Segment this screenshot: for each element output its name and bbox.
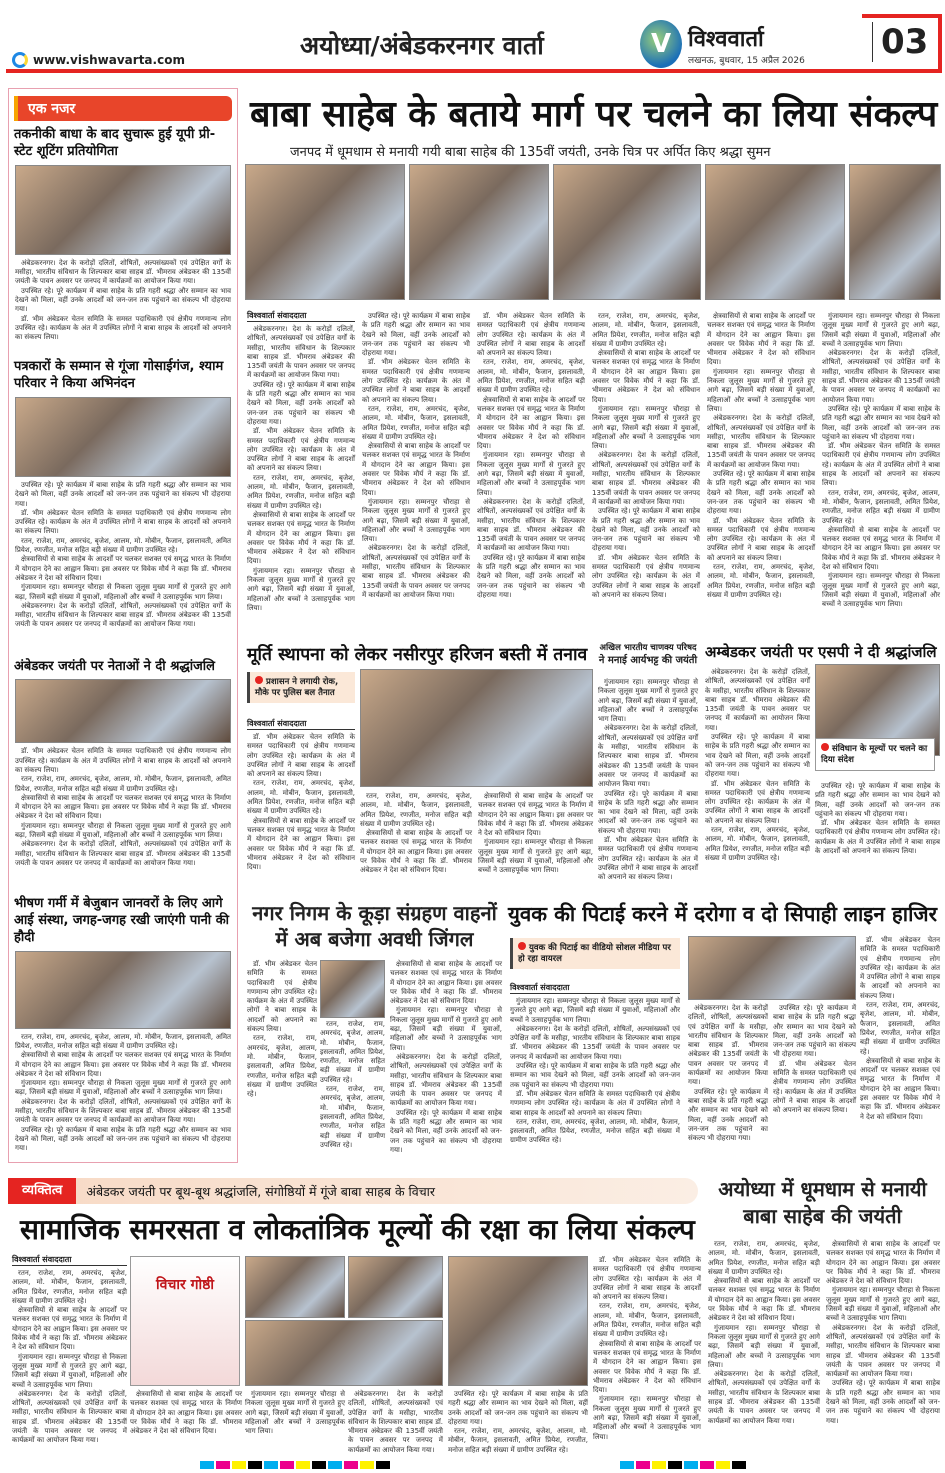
body-paragraph: अंबेडकरनगर। देश के करोड़ों दलितों, शोषितों, अल्पसंख्यकों एवं उपेक्षित वर्गों के मसीहा, भारतीय संविधान के शिल्पकार बाबा साहब डॉ. भीमराव अंबेडकर की 135वीं जयंती के पावन अवसर पर जनपद में कार्यक्रमों का आयोजन किया गया।	[826, 1323, 940, 1379]
body-paragraph: गुंजायमान रहा। सम्मनपुर चौराहा से निकला जुलूस मुख्य मार्गों से गुजरते हुए आगे बढ़ा, जिसमें बड़ी संख्या में युवाओं, महिलाओं और बच्चों ने उत्साहपूर्वक भाग लिया।	[593, 1395, 701, 1441]
body-paragraph: उपस्थित रहे। पूरे कार्यक्रम में बाबा साहेब के प्रति गहरी श्रद्धा और सम्मान का भाव देखने को मिला, वहीं उनके आदर्शों को जन-जन तक पहुंचाने का संकल्प भी दोहराया गया।	[15, 286, 231, 314]
body-paragraph: उपस्थित रहे। पूरे कार्यक्रम में बाबा साहेब के प्रति गहरी श्रद्धा और सम्मान का भाव देखने को मिला, वहीं उनके आदर्शों को जन-जन तक पहुंचाने का संकल्प भी दोहराया गया।	[815, 782, 940, 818]
jayanti-column	[708, 1240, 820, 1458]
website-link[interactable]	[12, 52, 185, 68]
globe-logo-icon: V	[640, 20, 682, 68]
main-story-column	[362, 312, 470, 634]
body-paragraph: गुंजायमान रहा। सम्मनपुर चौराहा से निकला जुलूस मुख्य मार्गों से गुजरते हुए आगे बढ़ा, जिसमें बड़ी संख्या में युवाओं, महिलाओं और बच्चों ने उत्साहपूर्वक भाग लिया।	[822, 572, 940, 609]
body-paragraph: क्षेत्रवासियों से बाबा साहेब के आदर्शों पर चलकर सशक्त एवं समृद्ध भारत के निर्माण में योगदान देने का आह्वान किया। इस अवसर पर विवेक मौर्य ने कहा कि डॉ. भीमराव अंबेडकर ने देश को संविधान दिया।	[592, 349, 700, 404]
vyaktitva-tag: व्यक्तित्व	[8, 1178, 76, 1204]
body-paragraph: अंबेडकरनगर। देश के करोड़ों दलितों, शोषितों, अल्पसंख्यकों एवं उपेक्षित वर्गों के मसीहा, भारतीय संविधान के शिल्पकार बाबा साहब डॉ. भीमराव अंबेडकर की 135वीं जयंती के पावन अवसर पर जनपद में कार्यक्रमों का आयोजन किया गया।	[15, 258, 231, 286]
body-paragraph: उपस्थित रहे। पूरे कार्यक्रम में बाबा साहेब के प्रति गहरी श्रद्धा और सम्मान का भाव देखने को मिला, वहीं उनके आदर्शों को जन-जन तक पहुंचाने का संकल्प भी दोहराया गया।	[390, 1108, 502, 1154]
headline-line: ने मनाई आर्यभट्ट की जयंती	[598, 655, 698, 667]
body-paragraph: गुंजायमान रहा। सम्मनपुर चौराहा से निकला जुलूस मुख्य मार्गों से गुजरते हुए आगे बढ़ा, जिसमें बड़ी संख्या में युवाओं, महिलाओं और बच्चों ने उत्साहपूर्वक भाग लिया।	[15, 1079, 231, 1097]
murti-byline: विश्ववार्ता संवाददाता	[247, 718, 355, 730]
body-paragraph: रतन, राजेश, राम, अमरचंद, बृजेश, आलम, मो. मोबीन, फैजान, इसलावती, अमित प्रियेश, रणजीत, मनोज सहित बड़ी संख्या में ग्रामीण उपस्थित रहे।	[362, 404, 470, 441]
murti-headline: मूर्ति स्थापना को लेकर नसीरपुर हरिजन बस्ती में तनाव	[247, 645, 588, 665]
body-paragraph: रतन, राजेश, राम, अमरचंद, बृजेश, आलम, मो. मोबीन, फैजान, इसलावती, अमित प्रियेश, रणजीत, मनोज सहित बड़ी संख्या में ग्रामीण उपस्थित रहे।	[247, 779, 355, 816]
body-paragraph: क्षेत्रवासियों से बाबा साहेब के आदर्शों पर चलकर सशक्त एवं समृद्ध भारत के निर्माण में योगदान देने का आह्वान किया। इस अवसर पर विवेक मौर्य ने कहा कि डॉ. भीमराव अंबेडकर ने देश को संविधान दिया।	[477, 395, 585, 451]
body-paragraph: रतन, राजेश, राम, अमरचंद, बृजेश, आलम, मो. मोबीन, फैजान, इसलावती, अमित प्रियेश, रणजीत, मनोज सहित बड़ी संख्या में ग्रामीण उपस्थित रहे।	[477, 358, 585, 395]
body-paragraph: क्षेत्रवासियों से बाबा साहेब के आदर्शों पर चलकर सशक्त एवं समृद्ध भारत के निर्माण में योगदान देने का आह्वान किया। इस अवसर पर विवेक मौर्य ने कहा कि डॉ. भीमराव अंबेडकर ने देश को संविधान दिया।	[12, 1306, 127, 1352]
daroga-byline: विश्ववार्ता संवाददाता	[510, 982, 680, 994]
main-headline: बाबा साहेब के बताये मार्ग पर चलने का लिया संकल्प	[250, 94, 938, 135]
body-paragraph: रतन, राजेश, राम, अमरचंद, बृजेश, आलम, मो. मोबीन, फैजान, इसलावती, अमित प्रियेश, रणजीत, मनोज सहित बड़ी संख्या में ग्रामीण उपस्थित रहे।	[247, 1034, 317, 1099]
body-paragraph: अंबेडकरनगर। देश के करोड़ों दलितों, शोषितों, अल्पसंख्यकों एवं उपेक्षित वर्गों के मसीहा, भारतीय संविधान के शिल्पकार बाबा साहब डॉ. भीमराव अंबेडकर की 135वीं जयंती के पावन अवसर पर जनपद में कार्यक्रमों का आयोजन किया गया।	[708, 1370, 820, 1425]
body-paragraph: अंबेडकरनगर। देश के करोड़ों दलितों, शोषितों, अल्पसंख्यकों एवं उपेक्षित वर्गों के मसीहा, भारतीय संविधान के शिल्पकार बाबा साहब डॉ. भीमराव अंबेडकर की 135वीं जयंती के पावन अवसर पर जनपद में कार्यक्रमों का आयोजन किया गया।	[390, 1052, 502, 1108]
body-paragraph: क्षेत्रवासियों से बाबा साहेब के आदर्शों पर चलकर सशक्त एवं समृद्ध भारत के निर्माण में योगदान देने का आह्वान किया। इस अवसर पर विवेक मौर्य ने कहा कि डॉ. भीमराव अंबेडकर ने देश को संविधान दिया।	[390, 960, 502, 1006]
body-paragraph: डॉ. भीम अंबेडकर चेतन समिति के समस्त पदाधिकारी एवं क्षेत्रीय गणमान्य लोग उपस्थित रहे। कार्यक्रम के अंत में उपस्थित लोगों ने बाबा साहब के आदर्शों को अपनाने का संकल्प लिया।	[247, 427, 355, 473]
dateline: लखनऊ, बुधवार, 15 अप्रैल 2026	[688, 55, 805, 66]
nagar-nigam-column	[247, 960, 317, 1155]
main-story-column	[822, 312, 940, 634]
body-paragraph: क्षेत्रवासियों से बाबा साहेब के आदर्शों पर चलकर सशक्त एवं समृद्ध भारत के निर्माण में योगदान देने का आह्वान किया। इस अवसर पर विवेक मौर्य ने कहा कि डॉ. भीमराव अंबेडकर ने देश को संविधान दिया।	[822, 525, 940, 572]
body-paragraph: क्षेत्रवासियों से बाबा साहेब के आदर्शों पर चलकर सशक्त एवं समृद्ध भारत के निर्माण में योगदान देने का आह्वान किया। इस अवसर पर विवेक मौर्य ने कहा कि डॉ. भीमराव अंबेडकर ने देश को संविधान दिया।	[15, 1051, 231, 1078]
body-paragraph: अंबेडकरनगर। देश के करोड़ों दलितों, शोषितों, अल्पसंख्यकों एवं उपेक्षित वर्गों के मसीहा, भारतीय संविधान के शिल्पकार बाबा साहब डॉ. भीमराव अंबेडकर की 135वीं जयंती के पावन अवसर पर जनपद में कार्यक्रमों का आयोजन किया गया।	[15, 840, 231, 867]
body-paragraph: क्षेत्रवासियों से बाबा साहेब के आदर्शों पर चलकर सशक्त एवं समृद्ध भारत के निर्माण में योगदान देने का आह्वान किया। इस अवसर पर विवेक मौर्य ने कहा कि डॉ. भीमराव अंबेडकर ने देश को संविधान दिया।	[15, 793, 231, 821]
body-paragraph: क्षेत्रवासियों से बाबा साहेब के आदर्शों पर चलकर सशक्त एवं समृद्ध भारत के निर्माण में योगदान देने का आह्वान किया। इस अवसर पर विवेक मौर्य ने कहा कि डॉ. भीमराव अंबेडकर ने देश को संविधान दिया।	[360, 829, 472, 875]
animals-photo	[15, 951, 231, 1029]
body-paragraph: उपस्थित रहे। पूरे कार्यक्रम में बाबा साहेब के प्रति गहरी श्रद्धा और सम्मान का भाव देखने को मिला, वहीं उनके आदर्शों को जन-जन तक पहुंचाने का संकल्प भी दोहराया गया।	[822, 404, 940, 441]
body-paragraph: अंबेडकरनगर। देश के करोड़ों दलितों, शोषितों, अल्पसंख्यकों एवं उपेक्षित वर्गों के मसीहा, भारतीय संविधान के शिल्पकार बाबा साहब डॉ. भीमराव अंबेडकर की 135वीं जयंती के पावन अवसर पर जनपद में कार्यक्रमों का आयोजन किया गया।	[15, 601, 231, 629]
body-paragraph: गुंजायमान रहा। सम्मनपुर चौराहा से निकला जुलूस मुख्य मार्गों से गुजरते हुए आगे बढ़ा, जिसमें बड़ी संख्या में युवाओं, महिलाओं और बच्चों ने उत्साहपूर्वक भाग लिया।	[822, 312, 940, 348]
jayanti-column	[826, 1240, 940, 1458]
body-paragraph: गुंजायमान रहा। सम्मनपुर चौराहा से निकला जुलूस मुख्य मार्गों से गुजरते हुए आगे बढ़ा, जिसमें बड़ी संख्या में युवाओं, महिलाओं और बच्चों ने उत्साहपूर्वक भाग लिया।	[478, 838, 593, 875]
sp-callout	[815, 738, 935, 771]
body-paragraph: रतन, राजेश, राम, अमरचंद, बृजेश, आलम, मो. मोबीन, फैजान, इसलावती, अमित प्रियेश, रणजीत, मनोज सहित बड़ी संख्या में ग्रामीण उपस्थित रहे।	[320, 1020, 385, 1084]
body-paragraph: क्षेत्रवासियों से बाबा साहेब के आदर्शों पर चलकर सशक्त एवं समृद्ध भारत के निर्माण में योगदान देने का आह्वान किया। इस अवसर पर विवेक मौर्य ने कहा कि डॉ. भीमराव अंबेडकर ने देश को संविधान दिया।	[826, 1240, 940, 1286]
body-paragraph: रतन, राजेश, राम, अमरचंद, बृजेश, आलम, मो. मोबीन, फैजान, इसलावती, अमित प्रियेश, रणजीत, मनोज सहित बड़ी संख्या में ग्रामीण उपस्थित रहे।	[822, 488, 940, 525]
body-paragraph: गुंजायमान रहा। सम्मनपुर चौराहा से निकला जुलूस मुख्य मार्गों से गुजरते हुए आगे बढ़ा, जिसमें बड़ी संख्या में युवाओं, महिलाओं और बच्चों ने उत्साहपूर्वक भाग लिया।	[15, 821, 231, 840]
body-paragraph: रतन, राजेश, राम, अमरचंद, बृजेश, आलम, मो. मोबीन, फैजान, इसलावती, अमित प्रियेश, रणजीत, मनोज सहित बड़ी संख्या में ग्रामीण उपस्थित रहे।	[15, 775, 231, 793]
body-paragraph: डॉ. भीम अंबेडकर चेतन समिति के समस्त पदाधिकारी एवं क्षेत्रीय गणमान्य लोग उपस्थित रहे। कार्यक्रम के अंत में उपस्थित लोगों ने बाबा साहब के आदर्शों को अपनाने का संकल्प लिया।	[15, 747, 231, 774]
body-paragraph: गुंजायमान रहा। सम्मनपुर चौराहा से निकला जुलूस मुख्य मार्गों से गुजरते हुए आगे बढ़ा, जिसमें बड़ी संख्या में युवाओं, महिलाओं और बच्चों ने उत्साहपूर्वक भाग लिया।	[592, 404, 700, 451]
callout-text: संविधान के मूल्यों पर चलने का दिया संदेश	[821, 744, 928, 766]
body-paragraph: गुंजायमान रहा। सम्मनपुर चौराहा से निकला जुलूस मुख्य मार्गों से गुजरते हुए आगे बढ़ा, जिसमें बड़ी संख्या में युवाओं, महिलाओं और बच्चों ने उत्साहपूर्वक भाग लिया।	[708, 1323, 820, 1369]
bottom-photo-4	[448, 1256, 588, 1386]
nagar-nigam-column	[320, 1020, 385, 1155]
poster-text: विचार गोष्ठी	[156, 1277, 214, 1293]
body-paragraph: रतन, राजेश, राम, अमरचंद, बृजेश, आलम, मो. मोबीन, फैजान, इसलावती, अमित प्रियेश, रणजीत, मनोज सहित बड़ी संख्या में ग्रामीण उपस्थित रहे।	[247, 473, 355, 510]
chanakya-headline	[598, 642, 698, 669]
bullet-icon	[255, 676, 263, 684]
daroga-photo	[688, 936, 856, 1000]
daroga-headline: युवक की पिटाई करने में दरोगा व दो सिपाही लाइन हाजिर	[508, 902, 937, 926]
callout-text: युवक की पिटाई का वीडियो सोशल मीडिया पर हो रहा वायरल	[518, 943, 671, 965]
main-photo-3	[553, 164, 701, 300]
brief-text	[15, 481, 231, 655]
body-paragraph: उपस्थित रहे। पूरे कार्यक्रम में बाबा साहेब के प्रति गहरी श्रद्धा और सम्मान का भाव देखने को मिला, वहीं उनके आदर्शों को जन-जन तक पहुंचाने का संकल्प भी दोहराया गया।	[773, 1004, 856, 1059]
daroga-column	[688, 1004, 768, 1156]
bullet-icon	[518, 942, 526, 950]
body-paragraph: रतन, राजेश, राम, अमरचंद, बृजेश, आलम, मो. मोबीन, फैजान, इसलावती, अमित प्रियेश, रणजीत, मनोज सहित बड़ी संख्या में ग्रामीण उपस्थित रहे।	[592, 312, 700, 348]
body-paragraph: डॉ. भीम अंबेडकर चेतन समिति के समस्त पदाधिकारी एवं क्षेत्रीय गणमान्य लोग उपस्थित रहे। कार्यक्रम के अंत में उपस्थित लोगों ने बाबा साहब के आदर्शों को अपनाने का संकल्प लिया।	[815, 819, 940, 856]
body-paragraph: डॉ. भीम अंबेडकर चेतन समिति के समस्त पदाधिकारी एवं क्षेत्रीय गणमान्य लोग उपस्थित रहे। कार्यक्रम के अंत में उपस्थित लोगों ने बाबा साहब के आदर्शों को अपनाने का संकल्प लिया।	[15, 314, 231, 342]
color-registration-bar	[200, 1461, 390, 1469]
body-paragraph: डॉ. भीम अंबेडकर चेतन समिति के समस्त पदाधिकारी एवं क्षेत्रीय गणमान्य लोग उपस्थित रहे। कार्यक्रम के अंत में उपस्थित लोगों ने बाबा साहब के आदर्शों को अपनाने का संकल्प लिया।	[822, 442, 940, 488]
body-paragraph: अंबेडकरनगर। देश के करोड़ों दलितों, शोषितों, अल्पसंख्यकों एवं उपेक्षित वर्गों के मसीहा, भारतीय संविधान के शिल्पकार बाबा साहब डॉ. भीमराव अंबेडकर की 135वीं जयंती के पावन अवसर पर जनपद में कार्यक्रमों का आयोजन किया गया।	[705, 668, 810, 732]
body-paragraph: क्षेत्रवासियों से बाबा साहेब के आदर्शों पर चलकर सशक्त एवं समृद्ध भारत के निर्माण में योगदान देने का आह्वान किया। इस अवसर पर विवेक मौर्य ने कहा कि डॉ. भीमराव अंबेडकर ने देश को संविधान दिया।	[130, 1390, 242, 1436]
bottom-photo-2	[348, 1256, 443, 1318]
body-paragraph: क्षेत्रवासियों से बाबा साहेब के आदर्शों पर चलकर सशक्त एवं समृद्ध भारत के निर्माण में योगदान देने का आह्वान किया। इस अवसर पर विवेक मौर्य ने कहा कि डॉ. भीमराव अंबेडकर ने देश को संविधान दिया।	[593, 1339, 701, 1395]
body-paragraph: अंबेडकरनगर। देश के करोड़ों दलितों, शोषितों, अल्पसंख्यकों एवं उपेक्षित वर्गों के मसीहा, भारतीय संविधान के शिल्पकार बाबा साहब डॉ. भीमराव अंबेडकर की 135वीं जयंती के पावन अवसर पर जनपद में कार्यक्रमों का आयोजन किया गया।	[822, 349, 940, 404]
body-paragraph: डॉ. भीम अंबेडकर चेतन समिति के समस्त पदाधिकारी एवं क्षेत्रीय गणमान्य लोग उपस्थित रहे। कार्यक्रम के अंत में उपस्थित लोगों ने बाबा साहब के आदर्शों को अपनाने का संकल्प लिया।	[15, 508, 231, 536]
headline-line: बाबा साहेब की जयंती	[743, 1204, 902, 1228]
brief-headline-leaders: अंबेडकर जयंती पर नेताओं ने दी श्रद्धांजलि	[14, 658, 215, 674]
brief-text	[15, 1033, 231, 1158]
body-paragraph: अंबेडकरनगर। देश के करोड़ों दलितों, शोषितों, अल्पसंख्यकों एवं उपेक्षित वर्गों के मसीहा, भारतीय संविधान के शिल्पकार बाबा साहब डॉ. भीमराव अंबेडकर की 135वीं जयंती के पावन अवसर पर जनपद में कार्यक्रमों का आयोजन किया गया।	[477, 497, 585, 553]
main-subheadline: जनपद में धूमधाम से मनायी गयी बाबा साहेब की 135वीं जयंती, उनके चित्र पर अर्पित किए श्रद्धा सुमन	[290, 145, 771, 160]
journalists-photo	[15, 397, 231, 477]
body-paragraph: क्षेत्रवासियों से बाबा साहेब के आदर्शों पर चलकर सशक्त एवं समृद्ध भारत के निर्माण में योगदान देने का आह्वान किया। इस अवसर पर विवेक मौर्य ने कहा कि डॉ. भीमराव अंबेडकर ने देश को संविधान दिया।	[362, 442, 470, 497]
body-paragraph: उपस्थित रहे। पूरे कार्यक्रम में बाबा साहेब के प्रति गहरी श्रद्धा और सम्मान का भाव देखने को मिला, वहीं उनके आदर्शों को जन-जन तक पहुंचाने का संकल्प भी दोहराया गया।	[826, 1379, 940, 1425]
body-paragraph: गुंजायमान रहा। सम्मनपुर चौराहा से निकला जुलूस मुख्य मार्गों से गुजरते हुए आगे बढ़ा, जिसमें बड़ी संख्या में युवाओं, महिलाओं और बच्चों ने उत्साहपूर्वक भाग लिया।	[826, 1286, 940, 1323]
body-paragraph: डॉ. भीम अंबेडकर चेतन समिति के समस्त पदाधिकारी एवं क्षेत्रीय गणमान्य लोग उपस्थित रहे। कार्यक्रम के अंत में उपस्थित लोगों ने बाबा साहब के आदर्शों को अपनाने का संकल्प लिया।	[247, 733, 355, 779]
body-paragraph: गुंजायमान रहा। सम्मनपुर चौराहा से निकला जुलूस मुख्य मार्गों से गुजरते हुए आगे बढ़ा, जिसमें बड़ी संख्या में युवाओं, महिलाओं और बच्चों ने उत्साहपूर्वक भाग लिया।	[598, 678, 698, 724]
body-paragraph: अंबेडकरनगर। देश के करोड़ों दलितों, शोषितों, अल्पसंख्यकों एवं उपेक्षित वर्गों के मसीहा, भारतीय संविधान के शिल्पकार बाबा साहब डॉ. भीमराव अंबेडकर की 135वीं जयंती के पावन अवसर पर जनपद में कार्यक्रमों का आयोजन किया गया।	[348, 1390, 443, 1454]
main-story-column	[247, 325, 355, 634]
bottom-story-column	[245, 1390, 345, 1458]
body-paragraph: उपस्थित रहे। पूरे कार्यक्रम में बाबा साहेब के प्रति गहरी श्रद्धा और सम्मान का भाव देखने को मिला, वहीं उनके आदर्शों को जन-जन तक पहुंचाने का संकल्प भी दोहराया गया।	[688, 1087, 768, 1143]
headline-line: नगर निगम के कूड़ा संग्रहण वाहनों	[252, 901, 497, 925]
body-paragraph: डॉ. भीम अंबेडकर चेतन समिति के समस्त पदाधिकारी एवं क्षेत्रीय गणमान्य लोग उपस्थित रहे। कार्यक्रम के अंत में उपस्थित लोगों ने बाबा साहब के आदर्शों को अपनाने का संकल्प लिया।	[510, 1089, 680, 1117]
murti-story-column	[360, 792, 472, 890]
bottom-photo-1	[245, 1256, 345, 1318]
body-paragraph: गुंजायमान रहा। सम्मनपुर चौराहा से निकला जुलूस मुख्य मार्गों से गुजरते हुए आगे बढ़ा, जिसमें बड़ी संख्या में युवाओं, महिलाओं और बच्चों ने उत्साहपूर्वक भाग लिया।	[12, 1352, 127, 1389]
body-paragraph: क्षेत्रवासियों से बाबा साहेब के आदर्शों पर चलकर सशक्त एवं समृद्ध भारत के निर्माण में योगदान देने का आह्वान किया। इस अवसर पर विवेक मौर्य ने कहा कि डॉ. भीमराव अंबेडकर ने देश को संविधान दिया।	[478, 792, 593, 838]
body-paragraph: डॉ. भीम अंबेडकर चेतन समिति के समस्त पदाधिकारी एवं क्षेत्रीय गणमान्य लोग उपस्थित रहे। कार्यक्रम के अंत में उपस्थित लोगों ने बाबा साहब के आदर्शों को अपनाने का संकल्प लिया।	[477, 312, 585, 358]
ek-nazar-column	[8, 88, 238, 1163]
body-paragraph: गुंजायमान रहा। सम्मनपुर चौराहा से निकला जुलूस मुख्य मार्गों से गुजरते हुए आगे बढ़ा, जिसमें बड़ी संख्या में युवाओं, महिलाओं और बच्चों ने उत्साहपूर्वक भाग लिया।	[390, 1006, 502, 1052]
sp-story-column	[815, 782, 940, 890]
body-paragraph: डॉ. भीम अंबेडकर चेतन समिति के समस्त पदाधिकारी एवं क्षेत्रीय गणमान्य लोग उपस्थित रहे। कार्यक्रम के अंत में उपस्थित लोगों ने बाबा साहब के आदर्शों को अपनाने का संकल्प लिया।	[707, 516, 815, 562]
body-paragraph: अंबेडकरनगर। देश के करोड़ों दलितों, शोषितों, अल्पसंख्यकों एवं उपेक्षित वर्गों के मसीहा, भारतीय संविधान के शिल्पकार बाबा साहब डॉ. भीमराव अंबेडकर की 135वीं जयंती के पावन अवसर पर जनपद में कार्यक्रमों का आयोजन किया गया।	[247, 325, 355, 380]
nagar-nigam-photo	[320, 960, 385, 1018]
body-paragraph: गुंजायमान रहा। सम्मनपुर चौराहा से निकला जुलूस मुख्य मार्गों से गुजरते हुए आगे बढ़ा, जिसमें बड़ी संख्या में युवाओं, महिलाओं और बच्चों ने उत्साहपूर्वक भाग लिया।	[15, 583, 231, 601]
main-photo-4	[705, 164, 845, 300]
bottom-story-column	[348, 1390, 443, 1458]
bottom-byline: विश्ववार्ता संवाददाता	[12, 1254, 127, 1266]
body-paragraph: रतन, राजेश, राम, अमरचंद, बृजेश, आलम, मो. मोबीन, फैजान, इसलावती, अमित प्रियेश, रणजीत, मनोज सहित बड़ी संख्या में ग्रामीण उपस्थित रहे।	[15, 1032, 231, 1050]
leaders-photo	[15, 679, 231, 743]
logo-name: विश्ववार्ता	[688, 26, 764, 52]
body-paragraph: रतन, राजेश, राम, अमरचंद, बृजेश, आलम, मो. मोबीन, फैजान, इसलावती, अमित प्रियेश, रणजीत, मनोज सहित बड़ी संख्या में ग्रामीण उपस्थित रहे।	[707, 563, 815, 599]
body-paragraph: डॉ. भीम अंबेडकर चेतन समिति के समस्त पदाधिकारी एवं क्षेत्रीय गणमान्य लोग उपस्थित रहे। कार्यक्रम के अंत में उपस्थित लोगों ने बाबा साहब के आदर्शों को अपनाने का संकल्प लिया।	[598, 836, 698, 882]
bullet-icon	[821, 743, 829, 751]
brief-headline-animals: भीषण गर्मी में बेजुबान जानवरों के लिए आगे आई संस्था, जगह-जगह रखी जाएंगी पानी की हौदी	[14, 896, 230, 945]
body-paragraph: रतन, राजेश, राम, अमरचंद, बृजेश, आलम, मो. मोबीन, फैजान, इसलावती, अमित प्रियेश, रणजीत, मनोज सहित बड़ी संख्या में ग्रामीण उपस्थित रहे।	[448, 1427, 588, 1454]
body-paragraph: उपस्थित रहे। पूरे कार्यक्रम में बाबा साहेब के प्रति गहरी श्रद्धा और सम्मान का भाव देखने को मिला, वहीं उनके आदर्शों को जन-जन तक पहुंचाने का संकल्प भी दोहराया गया।	[477, 553, 585, 599]
body-paragraph: रतन, राजेश, राम, अमरचंद, बृजेश, आलम, मो. मोबीन, फैजान, इसलावती, अमित प्रियेश, रणजीत, मनोज सहित बड़ी संख्या में ग्रामीण उपस्थित रहे।	[593, 1302, 701, 1339]
body-paragraph: गुंजायमान रहा। सम्मनपुर चौराहा से निकला जुलूस मुख्य मार्गों से गुजरते हुए आगे बढ़ा, जिसमें बड़ी संख्या में युवाओं, महिलाओं और बच्चों ने उत्साहपूर्वक भाग लिया।	[477, 451, 585, 497]
body-paragraph: क्षेत्रवासियों से बाबा साहेब के आदर्शों पर चलकर सशक्त एवं समृद्ध भारत के निर्माण में योगदान देने का आह्वान किया। इस अवसर पर विवेक मौर्य ने कहा कि डॉ. भीमराव अंबेडकर ने देश को संविधान दिया।	[860, 1056, 940, 1121]
bottom-story-column	[448, 1390, 588, 1458]
body-paragraph: डॉ. भीम अंबेडकर चेतन समिति के समस्त पदाधिकारी एवं क्षेत्रीय गणमान्य लोग उपस्थित रहे। कार्यक्रम के अंत में उपस्थित लोगों ने बाबा साहब के आदर्शों को अपनाने का संकल्प लिया।	[705, 779, 810, 825]
body-paragraph: रतन, राजेश, राम, अमरचंद, बृजेश, आलम, मो. मोबीन, फैजान, इसलावती, अमित प्रियेश, रणजीत, मनोज सहित बड़ी संख्या में ग्रामीण उपस्थित रहे।	[15, 536, 231, 555]
page-number: 03	[872, 22, 928, 62]
body-paragraph: अंबेडकरनगर। देश के करोड़ों दलितों, शोषितों, अल्पसंख्यकों एवं उपेक्षित वर्गों के मसीहा, भारतीय संविधान के शिल्पकार बाबा साहब डॉ. भीमराव अंबेडकर की 135वीं जयंती के पावन अवसर पर जनपद में कार्यक्रमों का आयोजन किया गया।	[510, 1024, 680, 1061]
headline-line: अयोध्या में धूमधाम से मनायी	[718, 1177, 927, 1201]
body-paragraph: क्षेत्रवासियों से बाबा साहेब के आदर्शों पर चलकर सशक्त एवं समृद्ध भारत के निर्माण में योगदान देने का आह्वान किया। इस अवसर पर विवेक मौर्य ने कहा कि डॉ. भीमराव अंबेडकर ने देश को संविधान दिया।	[707, 312, 815, 367]
headline-line: अखिल भारतीय चाणक्य परिषद	[599, 643, 697, 653]
daroga-callout	[510, 938, 680, 969]
bottom-photo-3	[245, 1320, 443, 1386]
body-paragraph: रतन, राजेश, राम, अमरचंद, बृजेश, आलम, मो. मोबीन, फैजान, इसलावती, अमित प्रियेश, रणजीत, मनोज सहित बड़ी संख्या में ग्रामीण उपस्थित रहे।	[320, 1085, 385, 1149]
body-paragraph: उपस्थित रहे। पूरे कार्यक्रम में बाबा साहेब के प्रति गहरी श्रद्धा और सम्मान का भाव देखने को मिला, वहीं उनके आदर्शों को जन-जन तक पहुंचाने का संकल्प भी दोहराया गया।	[598, 789, 698, 835]
daroga-column	[773, 1004, 856, 1156]
body-paragraph: डॉ. भीम अंबेडकर चेतन समिति के समस्त पदाधिकारी एवं क्षेत्रीय गणमान्य लोग उपस्थित रहे। कार्यक्रम के अंत में उपस्थित लोगों ने बाबा साहब के आदर्शों को अपनाने का संकल्प लिया।	[773, 1059, 856, 1115]
sp-headline: अम्बेडकर जयंती पर एसपी ने दी श्रद्धांजलि	[705, 643, 937, 661]
body-paragraph: गुंजायमान रहा। सम्मनपुर चौराहा से निकला जुलूस मुख्य मार्गों से गुजरते हुए आगे बढ़ा, जिसमें बड़ी संख्या में युवाओं, महिलाओं और बच्चों ने उत्साहपूर्वक भाग लिया।	[362, 497, 470, 544]
bottom-kicker: अंबेडकर जयंती पर बूथ-बूथ श्रद्धांजलि, संगोष्ठियों में गूंजे बाबा साहब के विचार	[86, 1183, 435, 1199]
brief-headline-shooting: तकनीकी बाधा के बाद सुचारू हुई यूपी प्री-स्टेट शूटिंग प्रतियोगिता	[14, 127, 216, 159]
daroga-column	[510, 997, 680, 1156]
body-paragraph: गुंजायमान रहा। सम्मनपुर चौराहा से निकला जुलूस मुख्य मार्गों से गुजरते हुए आगे बढ़ा, जिसमें बड़ी संख्या में युवाओं, महिलाओं और बच्चों ने उत्साहपूर्वक भाग लिया।	[247, 566, 355, 612]
body-paragraph: अंबेडकरनगर। देश के करोड़ों दलितों, शोषितों, अल्पसंख्यकों एवं उपेक्षित वर्गों के मसीहा, भारतीय संविधान के शिल्पकार बाबा साहब डॉ. भीमराव अंबेडकर की 135वीं जयंती के पावन अवसर पर जनपद में कार्यक्रमों का आयोजन किया गया।	[592, 451, 700, 506]
body-paragraph: उपस्थित रहे। पूरे कार्यक्रम में बाबा साहेब के प्रति गहरी श्रद्धा और सम्मान का भाव देखने को मिला, वहीं उनके आदर्शों को जन-जन तक पहुंचाने का संकल्प भी दोहराया गया।	[592, 507, 700, 553]
website-url: www.vishwavarta.com	[33, 53, 185, 67]
body-paragraph: रतन, राजेश, राम, अमरचंद, बृजेश, आलम, मो. मोबीन, फैजान, इसलावती, अमित प्रियेश, रणजीत, मनोज सहित बड़ी संख्या में ग्रामीण उपस्थित रहे।	[705, 826, 810, 862]
body-paragraph: डॉ. भीम अंबेडकर चेतन समिति के समस्त पदाधिकारी एवं क्षेत्रीय गणमान्य लोग उपस्थित रहे। कार्यक्रम के अंत में उपस्थित लोगों ने बाबा साहब के आदर्शों को अपनाने का संकल्प लिया।	[247, 960, 317, 1034]
body-paragraph: अंबेडकरनगर। देश के करोड़ों दलितों, शोषितों, अल्पसंख्यकों एवं उपेक्षित वर्गों के मसीहा, भारतीय संविधान के शिल्पकार बाबा साहब डॉ. भीमराव अंबेडकर की 135वीं जयंती के पावन अवसर पर जनपद में कार्यक्रमों का आयोजन किया गया।	[12, 1389, 127, 1445]
headline-line: में अब बजेगा अवधी जिंगल	[275, 927, 474, 951]
murti-photo	[360, 669, 593, 787]
body-paragraph: उपस्थित रहे। पूरे कार्यक्रम में बाबा साहेब के प्रति गहरी श्रद्धा और सम्मान का भाव देखने को मिला, वहीं उनके आदर्शों को जन-जन तक पहुंचाने का संकल्प भी दोहराया गया।	[15, 1125, 231, 1153]
body-paragraph: उपस्थित रहे। पूरे कार्यक्रम में बाबा साहेब के प्रति गहरी श्रद्धा और सम्मान का भाव देखने को मिला, वहीं उनके आदर्शों को जन-जन तक पहुंचाने का संकल्प भी दोहराया गया।	[448, 1390, 588, 1426]
body-paragraph: क्षेत्रवासियों से बाबा साहेब के आदर्शों पर चलकर सशक्त एवं समृद्ध भारत के निर्माण में योगदान देने का आह्वान किया। इस अवसर पर विवेक मौर्य ने कहा कि डॉ. भीमराव अंबेडकर ने देश को संविधान दिया।	[708, 1277, 820, 1323]
jayanti-headline	[705, 1176, 940, 1230]
main-photo-2	[409, 164, 549, 300]
body-paragraph: रतन, राजेश, राम, अमरचंद, बृजेश, आलम, मो. मोबीन, फैजान, इसलावती, अमित प्रियेश, रणजीत, मनोज सहित बड़ी संख्या में ग्रामीण उपस्थित रहे।	[860, 1001, 940, 1056]
nagar-nigam-headline	[247, 900, 502, 952]
body-paragraph: गुंजायमान रहा। सम्मनपुर चौराहा से निकला जुलूस मुख्य मार्गों से गुजरते हुए आगे बढ़ा, जिसमें बड़ी संख्या में युवाओं, महिलाओं और बच्चों ने उत्साहपूर्वक भाग लिया।	[707, 367, 815, 413]
body-paragraph: अंबेडकरनगर। देश के करोड़ों दलितों, शोषितों, अल्पसंख्यकों एवं उपेक्षित वर्गों के मसीहा, भारतीय संविधान के शिल्पकार बाबा साहब डॉ. भीमराव अंबेडकर की 135वीं जयंती के पावन अवसर पर जनपद में कार्यक्रमों का आयोजन किया गया।	[688, 1004, 768, 1087]
bottom-story-column	[593, 1256, 701, 1458]
body-paragraph: अंबेडकरनगर। देश के करोड़ों दलितों, शोषितों, अल्पसंख्यकों एवं उपेक्षित वर्गों के मसीहा, भारतीय संविधान के शिल्पकार बाबा साहब डॉ. भीमराव अंबेडकर की 135वीं जयंती के पावन अवसर पर जनपद में कार्यक्रमों का आयोजन किया गया।	[707, 414, 815, 469]
chanakya-story-column	[598, 678, 698, 890]
section-title: अयोध्या/अंबेडकरनगर वार्ता	[300, 31, 544, 60]
body-paragraph: अंबेडकरनगर। देश के करोड़ों दलितों, शोषितों, अल्पसंख्यकों एवं उपेक्षित वर्गों के मसीहा, भारतीय संविधान के शिल्पकार बाबा साहब डॉ. भीमराव अंबेडकर की 135वीं जयंती के पावन अवसर पर जनपद में कार्यक्रमों का आयोजन किया गया।	[362, 544, 470, 599]
callout-text: प्रशासन ने लगायी रोक, मौके पर पुलिस बल तैनात	[255, 677, 339, 699]
murti-story-column	[478, 792, 593, 890]
color-registration-bar	[620, 1461, 746, 1469]
daroga-column	[860, 936, 940, 1156]
body-paragraph: डॉ. भीम अंबेडकर चेतन समिति के समस्त पदाधिकारी एवं क्षेत्रीय गणमान्य लोग उपस्थित रहे। कार्यक्रम के अंत में उपस्थित लोगों ने बाबा साहब के आदर्शों को अपनाने का संकल्प लिया।	[362, 358, 470, 404]
body-paragraph: रतन, राजेश, राम, अमरचंद, बृजेश, आलम, मो. मोबीन, फैजान, इसलावती, अमित प्रियेश, रणजीत, मनोज सहित बड़ी संख्या में ग्रामीण उपस्थित रहे।	[12, 1269, 127, 1305]
body-paragraph: रतन, राजेश, राम, अमरचंद, बृजेश, आलम, मो. मोबीन, फैजान, इसलावती, अमित प्रियेश, रणजीत, मनोज सहित बड़ी संख्या में ग्रामीण उपस्थित रहे।	[360, 792, 472, 828]
body-paragraph: अंबेडकरनगर। देश के करोड़ों दलितों, शोषितों, अल्पसंख्यकों एवं उपेक्षित वर्गों के मसीहा, भारतीय संविधान के शिल्पकार बाबा साहब डॉ. भीमराव अंबेडकर की 135वीं जयंती के पावन अवसर पर जनपद में कार्यक्रमों का आयोजन किया गया।	[598, 724, 698, 789]
browser-icon	[12, 52, 28, 68]
body-paragraph: रतन, राजेश, राम, अमरचंद, बृजेश, आलम, मो. मोबीन, फैजान, इसलावती, अमित प्रियेश, रणजीत, मनोज सहित बड़ी संख्या में ग्रामीण उपस्थित रहे।	[708, 1240, 820, 1276]
body-paragraph: उपस्थित रहे। पूरे कार्यक्रम में बाबा साहेब के प्रति गहरी श्रद्धा और सम्मान का भाव देखने को मिला, वहीं उनके आदर्शों को जन-जन तक पहुंचाने का संकल्प भी दोहराया गया।	[705, 733, 810, 779]
body-paragraph: उपस्थित रहे। पूरे कार्यक्रम में बाबा साहेब के प्रति गहरी श्रद्धा और सम्मान का भाव देखने को मिला, वहीं उनके आदर्शों को जन-जन तक पहुंचाने का संकल्प भी दोहराया गया।	[15, 480, 231, 508]
brief-headline-journalists: पत्रकारों के सम्मान से गूंजा गोसाईगंज, श्याम परिवार ने किया अभिनंदन	[14, 359, 224, 392]
bottom-headline: सामाजिक समरसता व लोकतांत्रिक मूल्यों की रक्षा का लिया संकल्प	[20, 1213, 695, 1246]
nagar-nigam-column	[390, 960, 502, 1155]
main-photo-1	[245, 164, 405, 300]
body-paragraph: डॉ. भीम अंबेडकर चेतन समिति के समस्त पदाधिकारी एवं क्षेत्रीय गणमान्य लोग उपस्थित रहे। कार्यक्रम के अंत में उपस्थित लोगों ने बाबा साहब के आदर्शों को अपनाने का संकल्प लिया।	[592, 553, 700, 599]
sp-story-column	[705, 668, 810, 890]
body-paragraph: रतन, राजेश, राम, अमरचंद, बृजेश, आलम, मो. मोबीन, फैजान, इसलावती, अमित प्रियेश, रणजीत, मनोज सहित बड़ी संख्या में ग्रामीण उपस्थित रहे।	[510, 1117, 680, 1145]
vyaktitva-bar	[8, 1178, 698, 1204]
ek-nazar-tab: एक नजर	[14, 96, 232, 121]
murti-story-column	[247, 733, 355, 890]
body-paragraph: डॉ. भीम अंबेडकर चेतन समिति के समस्त पदाधिकारी एवं क्षेत्रीय गणमान्य लोग उपस्थित रहे। कार्यक्रम के अंत में उपस्थित लोगों ने बाबा साहब के आदर्शों को अपनाने का संकल्प लिया।	[593, 1256, 701, 1302]
body-paragraph: क्षेत्रवासियों से बाबा साहेब के आदर्शों पर चलकर सशक्त एवं समृद्ध भारत के निर्माण में योगदान देने का आह्वान किया। इस अवसर पर विवेक मौर्य ने कहा कि डॉ. भीमराव अंबेडकर ने देश को संविधान दिया।	[247, 510, 355, 566]
main-story-column	[707, 312, 815, 634]
masthead-logo	[640, 20, 805, 68]
brief-text	[15, 259, 231, 355]
body-paragraph: उपस्थित रहे। पूरे कार्यक्रम में बाबा साहेब के प्रति गहरी श्रद्धा और सम्मान का भाव देखने को मिला, वहीं उनके आदर्शों को जन-जन तक पहुंचाने का संकल्प भी दोहराया गया।	[247, 380, 355, 426]
murti-callout	[247, 672, 355, 703]
body-paragraph: क्षेत्रवासियों से बाबा साहेब के आदर्शों पर चलकर सशक्त एवं समृद्ध भारत के निर्माण में योगदान देने का आह्वान किया। इस अवसर पर विवेक मौर्य ने कहा कि डॉ. भीमराव अंबेडकर ने देश को संविधान दिया।	[247, 816, 355, 872]
body-paragraph: गुंजायमान रहा। सम्मनपुर चौराहा से निकला जुलूस मुख्य मार्गों से गुजरते हुए आगे बढ़ा, जिसमें बड़ी संख्या में युवाओं, महिलाओं और बच्चों ने उत्साहपूर्वक भाग लिया।	[510, 997, 680, 1024]
main-photo-5	[849, 164, 941, 300]
body-paragraph: उपस्थित रहे। पूरे कार्यक्रम में बाबा साहेब के प्रति गहरी श्रद्धा और सम्मान का भाव देखने को मिला, वहीं उनके आदर्शों को जन-जन तक पहुंचाने का संकल्प भी दोहराया गया।	[707, 470, 815, 516]
body-paragraph: उपस्थित रहे। पूरे कार्यक्रम में बाबा साहेब के प्रति गहरी श्रद्धा और सम्मान का भाव देखने को मिला, वहीं उनके आदर्शों को जन-जन तक पहुंचाने का संकल्प भी दोहराया गया।	[510, 1062, 680, 1089]
shooting-photo	[15, 165, 231, 255]
main-byline: विश्ववार्ता संवाददाता	[247, 310, 355, 322]
main-story-column	[592, 312, 700, 634]
body-paragraph: डॉ. भीम अंबेडकर चेतन समिति के समस्त पदाधिकारी एवं क्षेत्रीय गणमान्य लोग उपस्थित रहे। कार्यक्रम के अंत में उपस्थित लोगों ने बाबा साहब के आदर्शों को अपनाने का संकल्प लिया।	[860, 936, 940, 1000]
bottom-story-column	[12, 1269, 127, 1458]
brief-text	[15, 747, 231, 892]
bottom-story-column	[130, 1390, 242, 1458]
body-paragraph: उपस्थित रहे। पूरे कार्यक्रम में बाबा साहेब के प्रति गहरी श्रद्धा और सम्मान का भाव देखने को मिला, वहीं उनके आदर्शों को जन-जन तक पहुंचाने का संकल्प भी दोहराया गया।	[362, 312, 470, 358]
body-paragraph: क्षेत्रवासियों से बाबा साहेब के आदर्शों पर चलकर सशक्त एवं समृद्ध भारत के निर्माण में योगदान देने का आह्वान किया। इस अवसर पर विवेक मौर्य ने कहा कि डॉ. भीमराव अंबेडकर ने देश को संविधान दिया।	[15, 555, 231, 582]
page-number-box	[862, 14, 942, 72]
poster-photo	[130, 1256, 240, 1386]
body-paragraph: गुंजायमान रहा। सम्मनपुर चौराहा से निकला जुलूस मुख्य मार्गों से गुजरते हुए आगे बढ़ा, जिसमें बड़ी संख्या में युवाओं, महिलाओं और बच्चों ने उत्साहपूर्वक भाग लिया।	[245, 1390, 345, 1436]
header-divider	[6, 69, 942, 73]
main-story-column	[477, 312, 585, 634]
body-paragraph: अंबेडकरनगर। देश के करोड़ों दलितों, शोषितों, अल्पसंख्यकों एवं उपेक्षित वर्गों के मसीहा, भारतीय संविधान के शिल्पकार बाबा साहब डॉ. भीमराव अंबेडकर की 135वीं जयंती के पावन अवसर पर जनपद में कार्यक्रमों का आयोजन किया गया।	[15, 1097, 231, 1125]
